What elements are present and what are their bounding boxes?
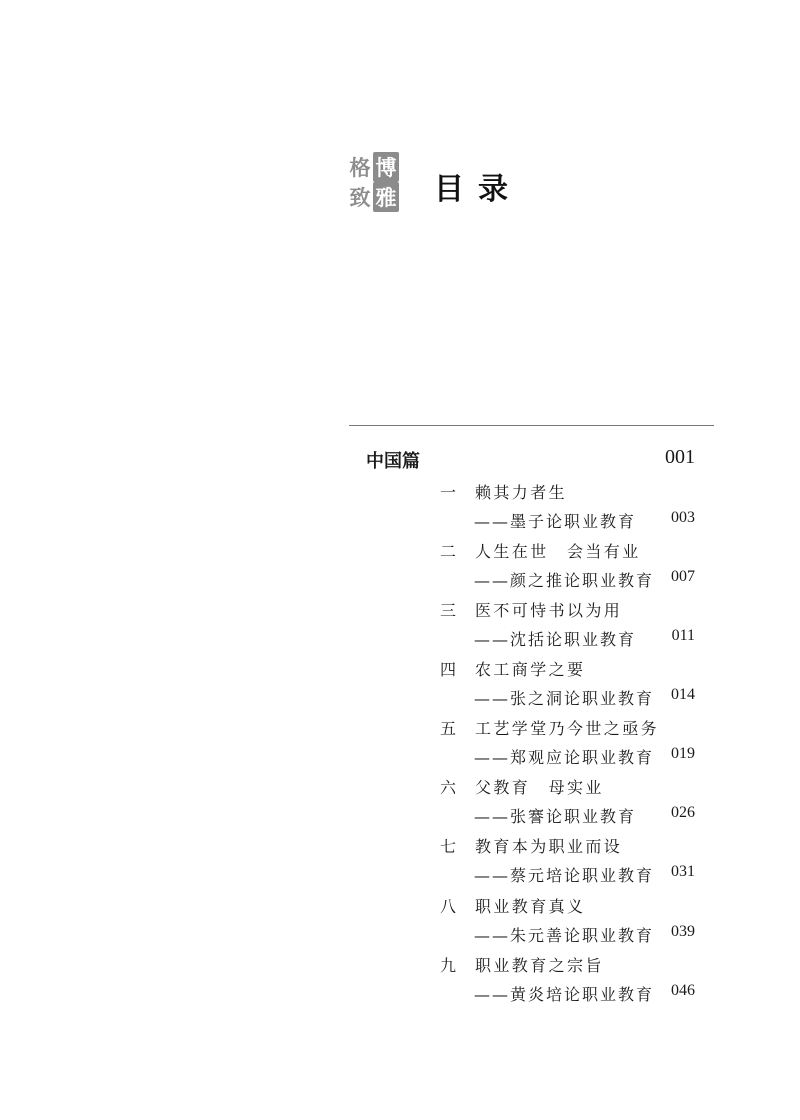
- toc-entry[interactable]: [0, 894, 800, 954]
- seal-logo: [347, 152, 399, 210]
- entry-number: 七: [440, 837, 459, 856]
- section-title: 中国篇: [366, 451, 420, 472]
- entry-page-number: 007: [671, 568, 695, 585]
- page-title: 目录: [434, 172, 522, 207]
- seal-char: 博: [373, 152, 399, 182]
- entry-title: 赖其力者生: [475, 483, 568, 502]
- entry-number: 八: [440, 897, 459, 916]
- entry-number: 六: [440, 778, 459, 797]
- entry-subtitle: ——张之洞论职业教育: [474, 689, 655, 708]
- entry-page-number: 011: [671, 627, 695, 644]
- toc-entry[interactable]: [0, 598, 800, 658]
- entry-subtitle: ——黄炎培论职业教育: [474, 985, 655, 1004]
- entry-number: 九: [440, 956, 459, 975]
- entry-subtitle: ——朱元善论职业教育: [474, 926, 655, 945]
- toc-entry[interactable]: [0, 775, 800, 835]
- entry-page-number: 026: [671, 804, 695, 821]
- entry-title: 医不可恃书以为用: [475, 601, 623, 620]
- entry-page-number: 039: [671, 923, 695, 940]
- seal-char: 格: [349, 155, 371, 180]
- entry-title: 人生在世 会当有业: [475, 542, 641, 561]
- entry-page-number: 003: [671, 509, 695, 526]
- entry-title: 教育本为职业而设: [475, 837, 623, 856]
- section-page-number: 001: [665, 446, 695, 468]
- entry-number: 四: [440, 660, 459, 679]
- entry-number: 一: [440, 483, 459, 502]
- divider-rule: [349, 425, 714, 426]
- toc-entry[interactable]: [0, 657, 800, 717]
- entry-page-number: 031: [671, 863, 695, 880]
- entry-subtitle: ——墨子论职业教育: [474, 512, 637, 531]
- toc-entry[interactable]: [0, 539, 800, 599]
- toc-entry[interactable]: [0, 953, 800, 1013]
- entry-number: 二: [440, 542, 459, 561]
- toc-entry[interactable]: [0, 716, 800, 776]
- entry-title: 职业教育之宗旨: [475, 956, 604, 975]
- entry-subtitle: ——蔡元培论职业教育: [474, 866, 655, 885]
- entry-title: 父教育 母实业: [475, 778, 604, 797]
- entry-page-number: 019: [671, 745, 695, 762]
- entry-number: 五: [440, 719, 459, 738]
- entry-subtitle: ——张謇论职业教育: [474, 807, 637, 826]
- entry-subtitle: ——颜之推论职业教育: [474, 571, 655, 590]
- entry-page-number: 014: [671, 686, 695, 703]
- toc-entry[interactable]: [0, 480, 800, 540]
- seal-char: 雅: [373, 182, 399, 212]
- entry-title: 工艺学堂乃今世之亟务: [475, 719, 660, 738]
- entry-title: 农工商学之要: [475, 660, 586, 679]
- entry-title: 职业教育真义: [475, 897, 586, 916]
- entry-number: 三: [440, 601, 459, 620]
- seal-char: 致: [349, 185, 371, 210]
- entry-subtitle: ——沈括论职业教育: [474, 630, 637, 649]
- entry-subtitle: ——郑观应论职业教育: [474, 748, 655, 767]
- toc-entry[interactable]: [0, 834, 800, 894]
- entry-page-number: 046: [671, 982, 695, 999]
